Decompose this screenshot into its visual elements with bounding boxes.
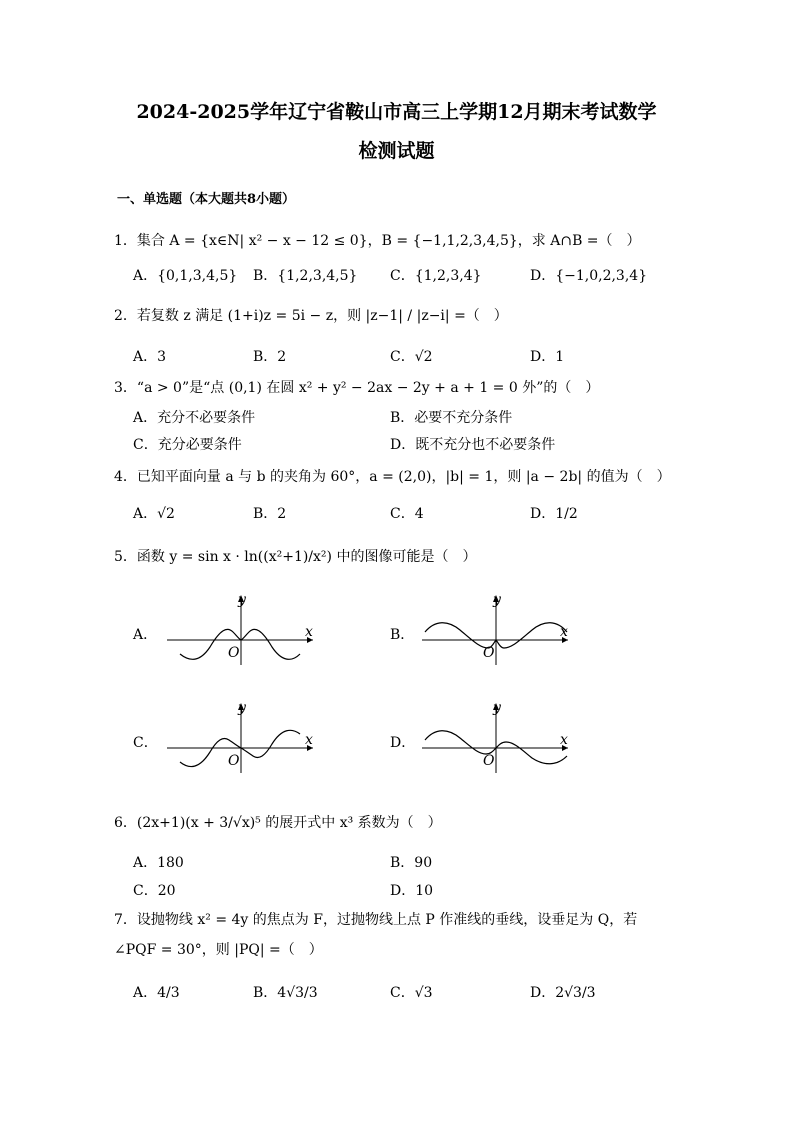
question-text: 集合 A = {x∈N| x² − x − 12 ≤ 0}，B = {−1,1,2,3,4,5}，求 A∩B =（ ）	[136, 233, 641, 249]
question-number: 5．	[114, 549, 137, 565]
question-1	[114, 230, 641, 250]
q4-option-c: C．4	[390, 506, 424, 522]
question-text: 设抛物线 x² = 4y 的焦点为 F，过抛物线上点 P 作准线的垂线，设垂足为 Q，若	[136, 912, 638, 928]
q2-option-a: A．3	[133, 349, 167, 365]
question-number: 2．	[114, 308, 137, 324]
q7-option-c: C．√3	[390, 985, 433, 1001]
question-7	[114, 909, 637, 929]
question-7-continued: ∠PQF = 30°，则 |PQ| =（ ）	[114, 942, 323, 958]
document-title: 2024-2025学年辽宁省鞍山市高三上学期12月期末考试数学	[136, 101, 657, 123]
question-text: 已知平面向量 a 与 b 的夹角为 60°，a = (2,0)，|b| = 1，则 |a − 2b| 的值为（ ）	[136, 469, 671, 485]
q6-option-b: B．90	[390, 855, 433, 871]
section-heading: 一、单选题（本大题共8小题）	[117, 192, 296, 207]
q7-option-a: A．4/3	[133, 985, 180, 1001]
q5-option-c: C．	[133, 735, 158, 751]
q1-option-b: B．{1,2,3,4,5}	[253, 268, 358, 284]
question-number: 3．	[114, 380, 137, 396]
q3-option-d: D．既不充分也不必要条件	[390, 437, 556, 453]
question-6	[114, 812, 442, 832]
axis-y-label: y	[238, 700, 246, 716]
q1-option-c: C．{1,2,3,4}	[390, 268, 482, 284]
question-number: 7．	[114, 912, 137, 928]
origin-label: O	[483, 753, 495, 769]
q5-option-a: A．	[133, 627, 158, 643]
question-text: “a > 0”是“点 (0,1) 在圆 x² + y² − 2ax − 2y + a + 1 = 0 外”的（ ）	[136, 380, 600, 396]
document-subtitle: 检测试题	[358, 140, 435, 162]
q4-option-d: D．1/2	[530, 506, 578, 522]
origin-label: O	[228, 645, 240, 661]
q6-option-d: D．10	[390, 883, 434, 899]
q5-option-d: D．	[390, 735, 416, 751]
question-number: 4．	[114, 469, 137, 485]
q7-option-b: B．4√3/3	[253, 985, 318, 1001]
axis-x-label: x	[305, 732, 313, 748]
axis-x-label: x	[560, 624, 568, 640]
q3-option-b: B．必要不充分条件	[390, 410, 513, 426]
origin-label: O	[228, 753, 240, 769]
q1-option-d: D．{−1,0,2,3,4}	[530, 268, 648, 284]
question-text: 若复数 z 满足 (1+i)z = 5i − z，则 |z−1| / |z−i| =（ ）	[136, 308, 508, 324]
origin-label: O	[483, 645, 495, 661]
q4-option-b: B．2	[253, 506, 287, 522]
question-number: 1．	[114, 233, 137, 249]
question-2	[114, 305, 508, 325]
question-text: 函数 y = sin x · ln((x²+1)/x²) 中的图像可能是（ ）	[136, 549, 477, 565]
axis-x-label: x	[305, 624, 313, 640]
axis-y-label: y	[493, 700, 501, 716]
q2-option-c: C．√2	[390, 349, 433, 365]
q2-option-d: D．1	[530, 349, 565, 365]
q6-option-a: A．180	[133, 855, 184, 871]
q5-option-b: B．	[390, 627, 415, 643]
question-number: 6．	[114, 815, 137, 831]
axis-x-label: x	[560, 732, 568, 748]
question-3	[114, 377, 599, 397]
axis-y-label: y	[493, 592, 501, 608]
question-4	[114, 466, 671, 486]
q7-option-d: D．2√3/3	[530, 985, 596, 1001]
q6-option-c: C．20	[133, 883, 176, 899]
q2-option-b: B．2	[253, 349, 287, 365]
question-text: (2x+1)(x + 3/√x)⁵ 的展开式中 x³ 系数为（ ）	[136, 815, 442, 831]
axis-y-label: y	[238, 592, 246, 608]
question-5	[114, 546, 476, 566]
q4-option-a: A．√2	[133, 506, 175, 522]
q1-option-a: A．{0,1,3,4,5}	[133, 268, 238, 284]
q3-option-c: C．充分必要条件	[133, 437, 242, 453]
q3-option-a: A．充分不必要条件	[133, 410, 256, 426]
